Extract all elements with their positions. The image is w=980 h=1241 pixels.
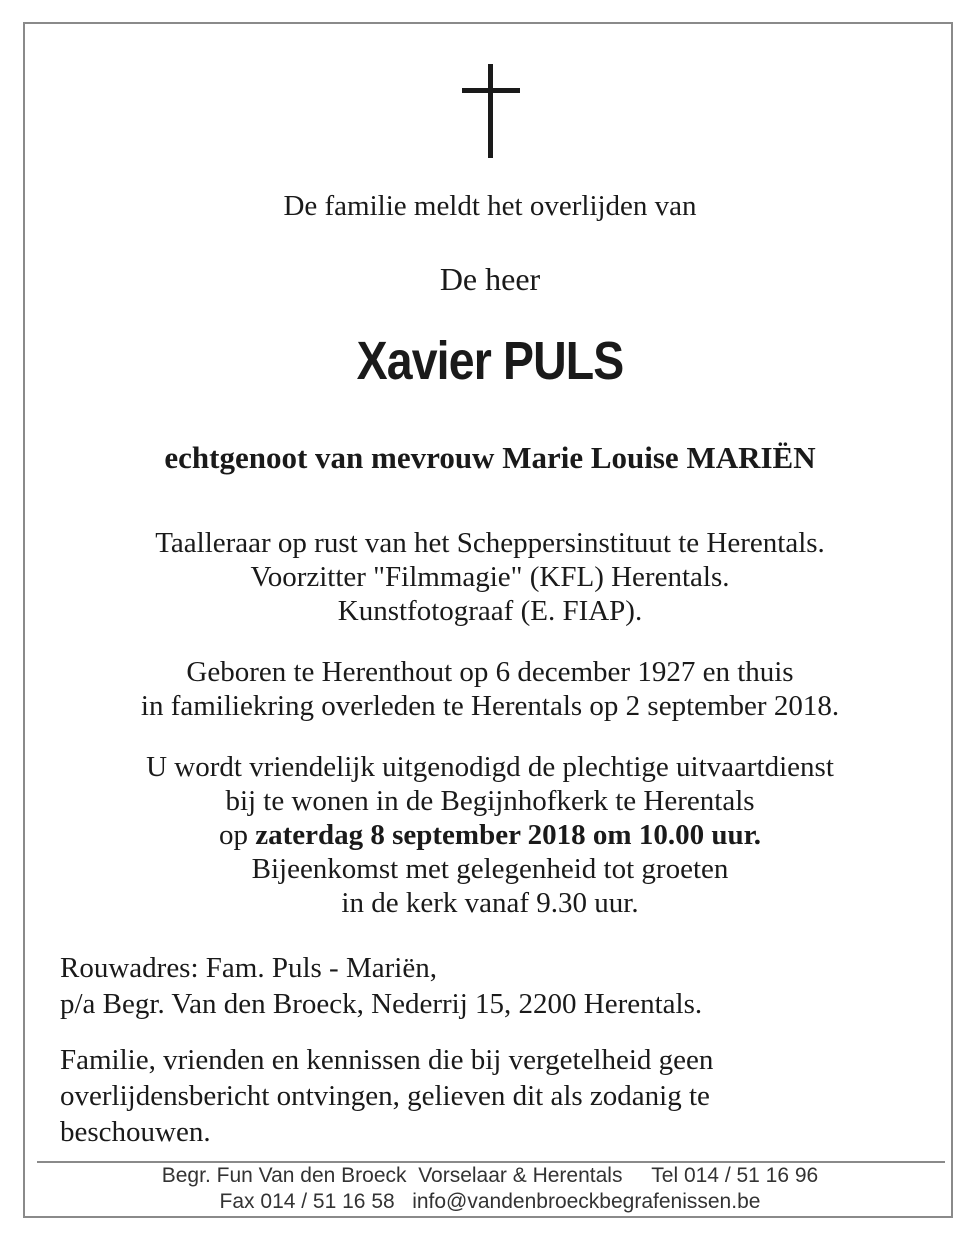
footer-tel: Tel 014 / 51 16 96 <box>651 1164 819 1187</box>
service-block <box>0 750 980 920</box>
role-line: Kunstfotograaf (E. FIAP). <box>337 595 643 627</box>
address-line: Rouwadres: Fam. Puls - Mariën, <box>60 952 437 984</box>
birth-death-block <box>0 655 980 723</box>
service-line: bij te wonen in de Begijnhofkerk te Herentals <box>225 785 755 817</box>
birth-death-line: Geboren te Herenthout op 6 december 1927 en thuis <box>186 656 794 688</box>
footer-company: Begr. Fun Van den Broeck <box>161 1164 407 1187</box>
footer-line-2 <box>0 1190 980 1214</box>
service-date-prefix: op <box>218 819 256 851</box>
spouse-line: echtgenoot van mevrouw Marie Louise MARIËN <box>164 440 816 475</box>
birth-death-line: in familiekring overleden te Herentals op 2 september 2018. <box>140 690 840 722</box>
address-line: p/a Begr. Van den Broeck, Nederrij 15, 2200 Herentals. <box>60 988 703 1020</box>
notice-line: beschouwen. <box>60 1116 211 1148</box>
service-date: zaterdag 8 september 2018 om 10.00 uur. <box>255 819 762 851</box>
cross-vertical-bar <box>488 64 493 158</box>
deceased-name: Xavier PULS <box>356 331 624 391</box>
role-line: Voorzitter "Filmmagie" (KFL) Herentals. <box>250 561 730 593</box>
notice-block <box>60 1042 940 1150</box>
intro-text: De familie meldt het overlijden van <box>283 190 697 222</box>
service-line: in de kerk vanaf 9.30 uur. <box>341 887 639 919</box>
notice-line: overlijdensbericht ontvingen, gelieven dit als zodanig te <box>60 1080 710 1112</box>
service-date-line <box>0 818 980 852</box>
cross-horizontal-bar <box>462 88 520 93</box>
service-line: Bijeenkomst met gelegenheid tot groeten <box>251 853 729 885</box>
footer-email[interactable]: info@vandenbroeckbegrafenissen.be <box>412 1190 761 1213</box>
footer-divider <box>37 1161 945 1163</box>
footer-line-1 <box>0 1164 980 1188</box>
service-line: U wordt vriendelijk uitgenodigd de plechtige uitvaartdienst <box>146 751 834 783</box>
notice-line: Familie, vrienden en kennissen die bij vergetelheid geen <box>60 1044 714 1076</box>
address-block <box>60 950 940 1022</box>
honorific-title: De heer <box>439 261 541 297</box>
footer-fax: Fax 014 / 51 16 58 <box>219 1190 395 1213</box>
role-line: Taalleraar op rust van het Scheppersinstituut te Herentals. <box>155 527 825 559</box>
footer-locations: Vorselaar & Herentals <box>418 1164 623 1187</box>
latin-cross-icon <box>462 64 520 158</box>
roles-block <box>0 526 980 628</box>
